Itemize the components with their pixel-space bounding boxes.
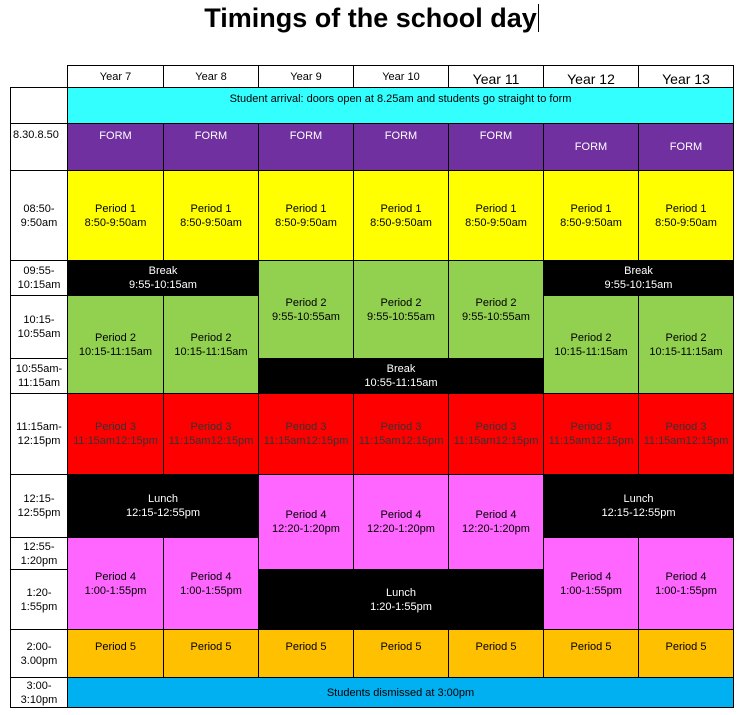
time-dismissal: 3:00- 3:10pm xyxy=(10,677,68,708)
time-break-1: 09:55- 10:15am xyxy=(10,260,68,296)
header-year-10: Year 10 xyxy=(353,65,449,88)
header-year-11: Year 11 xyxy=(448,65,544,88)
form-cell-year-10: FORM xyxy=(353,123,449,171)
period-1-year-12: Period 1 8:50-9:50am xyxy=(543,170,639,261)
period-1-year-13: Period 1 8:50-9:50am xyxy=(638,170,734,261)
break-years-9-11: Break 10:55-11:15am xyxy=(258,358,544,394)
period-2-year-8: Period 2 10:15-11:15am xyxy=(163,295,259,394)
period-3-year-9: Period 3 11:15am12:15pm xyxy=(258,393,354,475)
header-year-9: Year 9 xyxy=(258,65,354,88)
period-2-year-9: Period 2 9:55-10:55am xyxy=(258,260,354,359)
time-period-5: 2:00- 3.00pm xyxy=(10,629,68,678)
period-1-year-10: Period 1 8:50-9:50am xyxy=(353,170,449,261)
form-cell-year-7: FORM xyxy=(67,123,164,171)
period-2-year-10: Period 2 9:55-10:55am xyxy=(353,260,449,359)
period-2-year-13: Period 2 10:15-11:15am xyxy=(638,295,734,394)
form-cell-year-11: FORM xyxy=(448,123,544,171)
period-3-year-8: Period 3 11:15am12:15pm xyxy=(163,393,259,475)
time-lunch-1: 12:15- 12:55pm xyxy=(10,474,68,538)
lunch-years-9-11: Lunch 1:20-1:55pm xyxy=(258,569,544,630)
period-3-year-10: Period 3 11:15am12:15pm xyxy=(353,393,449,475)
time-period-4: 1:20- 1:55pm xyxy=(10,569,68,630)
break-years-7-8: Break 9:55-10:15am xyxy=(67,260,259,296)
period-3-year-13: Period 3 11:15am12:15pm xyxy=(638,393,734,475)
period-4-year-12: Period 4 1:00-1:55pm xyxy=(543,537,639,630)
period-1-year-9: Period 1 8:50-9:50am xyxy=(258,170,354,261)
period-5-year-9: Period 5 xyxy=(258,629,354,678)
lunch-years-7-8: Lunch 12:15-12:55pm xyxy=(67,474,259,538)
period-5-year-10: Period 5 xyxy=(353,629,449,678)
lunch-years-12-13: Lunch 12:15-12:55pm xyxy=(543,474,734,538)
period-1-year-11: Period 1 8:50-9:50am xyxy=(448,170,544,261)
break-years-12-13: Break 9:55-10:15am xyxy=(543,260,734,296)
header-year-7: Year 7 xyxy=(67,65,164,88)
period-4-year-13: Period 4 1:00-1:55pm xyxy=(638,537,734,630)
period-1-year-8: Period 1 8:50-9:50am xyxy=(163,170,259,261)
dismissal-banner: Students dismissed at 3:00pm xyxy=(67,677,734,708)
period-3-year-12: Period 3 11:15am12:15pm xyxy=(543,393,639,475)
period-5-year-11: Period 5 xyxy=(448,629,544,678)
period-2-year-12: Period 2 10:15-11:15am xyxy=(543,295,639,394)
arrival-banner: Student arrival: doors open at 8.25am and students go straight to form xyxy=(67,87,734,124)
period-2-year-7: Period 2 10:15-11:15am xyxy=(67,295,164,394)
period-4-year-7: Period 4 1:00-1:55pm xyxy=(67,537,164,630)
header-year-8: Year 8 xyxy=(163,65,259,88)
text-cursor xyxy=(538,4,539,32)
period-4-year-10: Period 4 12:20-1:20pm xyxy=(353,474,449,570)
period-4-year-8: Period 4 1:00-1:55pm xyxy=(163,537,259,630)
form-cell-year-8: FORM xyxy=(163,123,259,171)
time-period-2: 10:15- 10:55am xyxy=(10,295,68,359)
time-period-1: 08:50- 9:50am xyxy=(10,170,68,261)
period-5-year-8: Period 5 xyxy=(163,629,259,678)
time-form: 8.30.8.50 xyxy=(10,123,68,171)
page-title: Timings of the school day xyxy=(204,3,537,33)
period-1-year-7: Period 1 8:50-9:50am xyxy=(67,170,164,261)
period-4-year-9: Period 4 12:20-1:20pm xyxy=(258,474,354,570)
form-cell-year-9: FORM xyxy=(258,123,354,171)
period-3-year-11: Period 3 11:15am12:15pm xyxy=(448,393,544,475)
header-year-12: Year 12 xyxy=(543,65,639,88)
time-cell-blank xyxy=(10,87,68,124)
time-period-3: 11:15am- 12:15pm xyxy=(10,393,68,475)
time-lunch-2: 12:55- 1:20pm xyxy=(10,537,68,570)
period-4-year-11: Period 4 12:20-1:20pm xyxy=(448,474,544,570)
header-year-13: Year 13 xyxy=(638,65,734,88)
period-2-year-11: Period 2 9:55-10:55am xyxy=(448,260,544,359)
period-3-year-7: Period 3 11:15am12:15pm xyxy=(67,393,164,475)
form-cell-year-12: FORM xyxy=(543,123,639,171)
form-cell-year-13: FORM xyxy=(638,123,734,171)
period-5-year-12: Period 5 xyxy=(543,629,639,678)
time-break-2: 10:55am- 11:15am xyxy=(10,358,68,394)
period-5-year-13: Period 5 xyxy=(638,629,734,678)
period-5-year-7: Period 5 xyxy=(67,629,164,678)
